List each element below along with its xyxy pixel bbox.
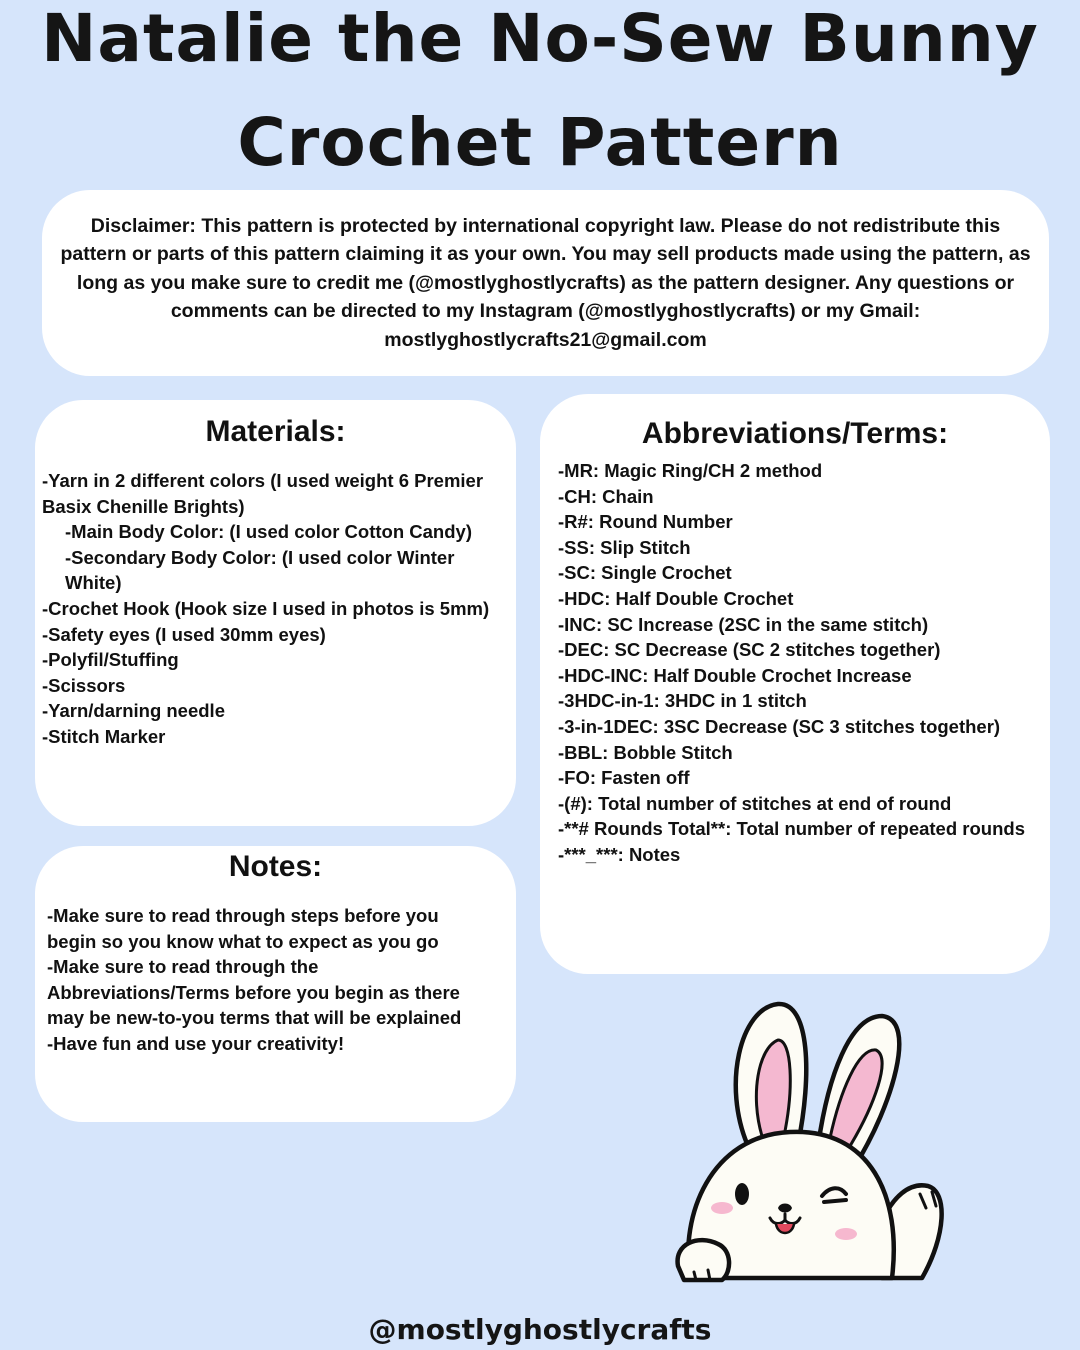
disclaimer-card <box>42 190 1049 376</box>
list-item: -Secondary Body Color: (I used color Winter White) <box>65 546 455 594</box>
list-item: -Yarn in 2 different colors (I used weight 6 Premier Basix Chenille Brights) <box>42 470 484 517</box>
list-item: -HDC-INC: Half Double Crochet Increase <box>558 664 912 686</box>
materials-card <box>35 400 516 826</box>
list-item: -CH: Chain <box>558 485 654 507</box>
list-item: -Stitch Marker <box>42 725 166 747</box>
list-item: -FO: Fasten off <box>558 767 690 789</box>
page-title-line-2: Crochet Pattern <box>237 104 843 181</box>
list-item: -Have fun and use your creativity! <box>47 1032 345 1054</box>
list-item: -**# Rounds Total**: Total number of repeated rounds <box>558 818 1025 840</box>
list-item: -DEC: SC Decrease (SC 2 stitches together) <box>558 639 941 661</box>
notes-list <box>47 903 487 1057</box>
list-item: -MR: Magic Ring/CH 2 method <box>558 460 823 481</box>
list-item: -3-in-1DEC: 3SC Decrease (SC 3 stitches together) <box>558 715 1001 737</box>
list-item: -Safety eyes (I used 30mm eyes) <box>42 623 326 645</box>
list-item: -INC: SC Increase (2SC in the same stitch) <box>558 613 929 635</box>
materials-list <box>42 468 516 750</box>
bunny-illustration <box>670 996 960 1286</box>
notes-heading: Notes: <box>228 850 323 883</box>
bunny-eye <box>735 1183 749 1205</box>
bunny-front-paw <box>678 1240 730 1280</box>
materials-heading: Materials: <box>205 415 346 448</box>
page-title-line-1: Natalie the No-Sew Bunny <box>41 0 1039 77</box>
list-item: -Make sure to read through steps before you begin so you know what to expect as you go <box>47 905 439 952</box>
abbreviations-list <box>558 458 1050 868</box>
list-item: -Yarn/darning needle <box>42 700 225 722</box>
list-item: -SS: Slip Stitch <box>558 536 691 558</box>
bunny-cheek <box>835 1228 857 1240</box>
list-item: -HDC: Half Double Crochet <box>558 587 794 609</box>
list-item: -SC: Single Crochet <box>558 562 732 584</box>
abbreviations-card <box>540 394 1050 974</box>
list-item: -Make sure to read through the Abbreviations/Terms before you begin as there may be new-to-you terms that will be explained <box>47 956 462 1029</box>
bunny-cheek <box>711 1202 733 1214</box>
list-item: -Polyfil/Stuffing <box>42 649 179 671</box>
list-item: -***_***: Notes <box>558 843 681 865</box>
list-item: -Scissors <box>42 674 126 696</box>
list-item: -Crochet Hook (Hook size I used in photos is 5mm) <box>42 597 490 619</box>
list-item: -BBL: Bobble Stitch <box>558 741 733 763</box>
list-item: -(#): Total number of stitches at end of round <box>558 792 952 814</box>
list-item: -R#: Round Number <box>558 511 733 533</box>
list-item: -3HDC-in-1: 3HDC in 1 stitch <box>558 690 807 712</box>
notes-card <box>35 846 516 1122</box>
instagram-handle: @mostlyghostlycrafts <box>368 1313 712 1346</box>
disclaimer-text: Disclaimer: This pattern is protected by international copyright law. Please do not redistribute this pattern or parts of this pattern claiming it as your own. You may sell products made using the pattern, as long as you make sure to credit me (@mostlyghostlycrafts) as the pattern designer. Any questions or comments can be directed to my Instagram (@mostlyghostlycrafts) or my Gmail: mostlyghostlycrafts21@gmail.com <box>60 215 1031 351</box>
abbreviations-heading: Abbreviations/Terms: <box>641 417 949 450</box>
list-item: -Main Body Color: (I used color Cotton Candy) <box>65 521 472 543</box>
